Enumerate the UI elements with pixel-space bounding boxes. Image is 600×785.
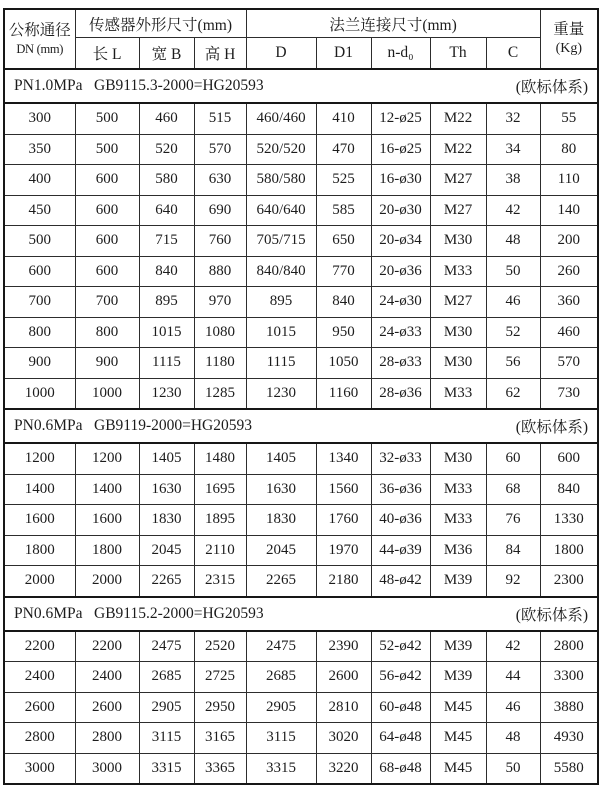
table-cell: 1340 — [316, 443, 371, 474]
table-cell: 1760 — [316, 505, 371, 536]
table-cell: 12-ø25 — [371, 103, 430, 134]
table-cell: 2180 — [316, 566, 371, 597]
table-cell: 1630 — [246, 474, 316, 505]
table-body — [4, 69, 598, 784]
table-cell: 2390 — [316, 631, 371, 662]
dimension-spec-table — [3, 8, 599, 785]
col-header-n-d0: n-d₀ — [371, 38, 430, 70]
table-cell: 60-ø48 — [371, 692, 430, 723]
table-cell: 970 — [194, 287, 246, 318]
table-cell: 3365 — [194, 753, 246, 784]
table-cell: 2950 — [194, 692, 246, 723]
weight-unit-label: (Kg) — [555, 40, 582, 56]
table-cell: 1115 — [139, 348, 194, 379]
table-cell: 2000 — [4, 566, 75, 597]
table-cell: 580 — [139, 165, 194, 196]
section-pressure-rating: PN1.0MPa — [14, 77, 83, 94]
table-cell: 880 — [194, 256, 246, 287]
table-row — [4, 103, 598, 134]
table-cell: 140 — [540, 195, 598, 226]
table-cell: 1895 — [194, 505, 246, 536]
section-standard: GB9119-2000=HG20593 — [94, 417, 252, 434]
table-cell: 48-ø42 — [371, 566, 430, 597]
table-cell: 360 — [540, 287, 598, 318]
table-cell: 68-ø48 — [371, 753, 430, 784]
table-cell: M27 — [430, 195, 486, 226]
table-cell: 50 — [486, 753, 540, 784]
table-cell: 570 — [194, 134, 246, 165]
table-cell: 5580 — [540, 753, 598, 784]
table-cell: M45 — [430, 723, 486, 754]
col-header-d1: D1 — [316, 38, 371, 70]
table-cell: 570 — [540, 348, 598, 379]
table-cell: 2475 — [246, 631, 316, 662]
table-cell: 2800 — [540, 631, 598, 662]
col-header-d: D — [246, 38, 316, 70]
header-row-subcolumns — [4, 38, 598, 70]
table-cell: 600 — [75, 195, 139, 226]
table-cell: 2110 — [194, 535, 246, 566]
table-cell: 1800 — [540, 535, 598, 566]
col-header-nominal-diameter — [4, 9, 75, 69]
table-cell: 3000 — [75, 753, 139, 784]
table-cell: M22 — [430, 134, 486, 165]
table-cell: 1405 — [139, 443, 194, 474]
table-cell: 2810 — [316, 692, 371, 723]
table-cell: 700 — [75, 287, 139, 318]
table-cell: 460 — [139, 103, 194, 134]
table-cell: 1480 — [194, 443, 246, 474]
table-cell: 2905 — [246, 692, 316, 723]
table-cell: 64-ø48 — [371, 723, 430, 754]
table-cell: 900 — [75, 348, 139, 379]
section-header-content — [5, 75, 597, 97]
table-cell: 68 — [486, 474, 540, 505]
table-cell: 600 — [75, 226, 139, 257]
table-cell: 690 — [194, 195, 246, 226]
section-header-cell — [4, 597, 598, 631]
table-cell: 1230 — [139, 378, 194, 409]
table-cell: 3020 — [316, 723, 371, 754]
table-cell: M30 — [430, 443, 486, 474]
table-cell: 1560 — [316, 474, 371, 505]
table-cell: 200 — [540, 226, 598, 257]
table-cell: M33 — [430, 474, 486, 505]
table-cell: 2800 — [4, 723, 75, 754]
table-cell: 840 — [316, 287, 371, 318]
table-cell: 950 — [316, 317, 371, 348]
table-cell: 3115 — [246, 723, 316, 754]
table-cell: 56-ø42 — [371, 662, 430, 693]
table-header — [4, 9, 598, 69]
table-cell: 40-ø36 — [371, 505, 430, 536]
table-cell: 260 — [540, 256, 598, 287]
table-cell: 1800 — [4, 535, 75, 566]
table-cell: 2685 — [246, 662, 316, 693]
table-cell: 2520 — [194, 631, 246, 662]
section-header-row — [4, 69, 598, 103]
table-cell: 520 — [139, 134, 194, 165]
table-cell: 52-ø42 — [371, 631, 430, 662]
table-cell: 48 — [486, 723, 540, 754]
table-cell: 3300 — [540, 662, 598, 693]
table-cell: 2000 — [75, 566, 139, 597]
table-cell: 2045 — [139, 535, 194, 566]
table-cell: M30 — [430, 348, 486, 379]
table-cell: 2265 — [246, 566, 316, 597]
table-cell: 34 — [486, 134, 540, 165]
table-cell: 3315 — [246, 753, 316, 784]
table-cell: 520/520 — [246, 134, 316, 165]
table-row — [4, 535, 598, 566]
section-header-content — [5, 415, 597, 437]
table-cell: 800 — [4, 317, 75, 348]
table-cell: M36 — [430, 535, 486, 566]
table-cell: 770 — [316, 256, 371, 287]
table-cell: 2400 — [4, 662, 75, 693]
table-cell: 1285 — [194, 378, 246, 409]
table-cell: 1050 — [316, 348, 371, 379]
table-cell: M27 — [430, 287, 486, 318]
dn-mm-label: DN (mm) — [16, 41, 64, 56]
table-cell: 500 — [4, 226, 75, 257]
table-row — [4, 443, 598, 474]
table-cell: 715 — [139, 226, 194, 257]
col-header-c: C — [486, 38, 540, 70]
table-row — [4, 317, 598, 348]
table-cell: 2200 — [4, 631, 75, 662]
table-cell: M39 — [430, 662, 486, 693]
table-cell: 76 — [486, 505, 540, 536]
table-cell: 2600 — [75, 692, 139, 723]
table-cell: 2400 — [75, 662, 139, 693]
table-cell: 46 — [486, 287, 540, 318]
table-row — [4, 134, 598, 165]
table-cell: 1015 — [139, 317, 194, 348]
table-cell: M33 — [430, 505, 486, 536]
table-cell: 460/460 — [246, 103, 316, 134]
table-cell: 2800 — [75, 723, 139, 754]
table-cell: 1830 — [139, 505, 194, 536]
table-cell: 500 — [75, 103, 139, 134]
col-header-length-l: 长 L — [75, 38, 139, 70]
table-row — [4, 662, 598, 693]
table-cell: 1970 — [316, 535, 371, 566]
table-cell: 1180 — [194, 348, 246, 379]
table-cell: 600 — [4, 256, 75, 287]
table-cell: 705/715 — [246, 226, 316, 257]
table-cell: 60 — [486, 443, 540, 474]
table-cell: 2300 — [540, 566, 598, 597]
table-cell: 84 — [486, 535, 540, 566]
table-cell: 16-ø25 — [371, 134, 430, 165]
table-cell: 525 — [316, 165, 371, 196]
table-cell: 24-ø30 — [371, 287, 430, 318]
table-cell: 3880 — [540, 692, 598, 723]
table-cell: 400 — [4, 165, 75, 196]
table-cell: 450 — [4, 195, 75, 226]
table-cell: 3165 — [194, 723, 246, 754]
table-cell: 1600 — [4, 505, 75, 536]
table-cell: 580/580 — [246, 165, 316, 196]
table-cell: 3220 — [316, 753, 371, 784]
table-cell: 36-ø36 — [371, 474, 430, 505]
table-cell: 700 — [4, 287, 75, 318]
section-header-row — [4, 409, 598, 443]
table-cell: 38 — [486, 165, 540, 196]
col-header-height-h: 高 H — [194, 38, 246, 70]
table-row — [4, 195, 598, 226]
table-cell: 730 — [540, 378, 598, 409]
table-cell: 32 — [486, 103, 540, 134]
table-cell: 1800 — [75, 535, 139, 566]
table-row — [4, 378, 598, 409]
table-cell: 350 — [4, 134, 75, 165]
table-cell: 470 — [316, 134, 371, 165]
table-cell: 1600 — [75, 505, 139, 536]
table-cell: 2600 — [4, 692, 75, 723]
table-cell: 840 — [139, 256, 194, 287]
table-row — [4, 165, 598, 196]
table-row — [4, 631, 598, 662]
table-cell: 650 — [316, 226, 371, 257]
table-cell: 640 — [139, 195, 194, 226]
table-cell: 1000 — [75, 378, 139, 409]
table-cell: 600 — [75, 165, 139, 196]
table-cell: 20-ø30 — [371, 195, 430, 226]
table-cell: 1200 — [4, 443, 75, 474]
table-cell: 55 — [540, 103, 598, 134]
table-cell: 1115 — [246, 348, 316, 379]
table-cell: 2315 — [194, 566, 246, 597]
table-cell: 20-ø34 — [371, 226, 430, 257]
table-cell: 56 — [486, 348, 540, 379]
table-cell: 515 — [194, 103, 246, 134]
table-row — [4, 256, 598, 287]
table-row — [4, 692, 598, 723]
section-note: (欧标体系) — [515, 606, 589, 624]
table-cell: 42 — [486, 195, 540, 226]
table-cell: 630 — [194, 165, 246, 196]
table-cell: 1400 — [4, 474, 75, 505]
table-cell: 900 — [4, 348, 75, 379]
table-cell: 1830 — [246, 505, 316, 536]
table-cell: M33 — [430, 256, 486, 287]
table-row — [4, 226, 598, 257]
nominal-diameter-label: 公称通径 — [8, 22, 71, 40]
table-cell: 760 — [194, 226, 246, 257]
table-row — [4, 505, 598, 536]
col-group-flange-dimensions: 法兰连接尺寸(mm) — [246, 9, 540, 38]
table-cell: M39 — [430, 631, 486, 662]
table-cell: 24-ø33 — [371, 317, 430, 348]
table-cell: 4930 — [540, 723, 598, 754]
table-cell: 2200 — [75, 631, 139, 662]
table-cell: 1630 — [139, 474, 194, 505]
table-cell: 92 — [486, 566, 540, 597]
table-row — [4, 287, 598, 318]
table-cell: M39 — [430, 566, 486, 597]
table-cell: 2265 — [139, 566, 194, 597]
table-cell: 42 — [486, 631, 540, 662]
table-cell: 1230 — [246, 378, 316, 409]
table-cell: 840/840 — [246, 256, 316, 287]
table-cell: 44-ø39 — [371, 535, 430, 566]
table-cell: 840 — [540, 474, 598, 505]
section-header-content — [5, 603, 597, 625]
table-row — [4, 474, 598, 505]
table-row — [4, 566, 598, 597]
table-cell: 1330 — [540, 505, 598, 536]
table-cell: 2685 — [139, 662, 194, 693]
table-cell: 3315 — [139, 753, 194, 784]
table-cell: 410 — [316, 103, 371, 134]
table-cell: M45 — [430, 753, 486, 784]
table-cell: 500 — [75, 134, 139, 165]
table-cell: 3000 — [4, 753, 75, 784]
section-note: (欧标体系) — [515, 419, 589, 436]
table-cell: 1160 — [316, 378, 371, 409]
col-header-width-b: 宽 B — [139, 38, 194, 70]
table-cell: 895 — [246, 287, 316, 318]
table-cell: 300 — [4, 103, 75, 134]
section-note: (欧标体系) — [515, 79, 589, 96]
section-header-row — [4, 597, 598, 631]
table-cell: 52 — [486, 317, 540, 348]
table-cell: 1080 — [194, 317, 246, 348]
table-cell: 2600 — [316, 662, 371, 693]
table-cell: M33 — [430, 378, 486, 409]
table-row — [4, 348, 598, 379]
table-cell: M27 — [430, 165, 486, 196]
table-cell: 800 — [75, 317, 139, 348]
table-cell: 600 — [75, 256, 139, 287]
table-cell: 640/640 — [246, 195, 316, 226]
table-cell: 20-ø36 — [371, 256, 430, 287]
section-standard: GB9115.3-2000=HG20593 — [94, 77, 264, 94]
section-header-cell — [4, 409, 598, 443]
table-cell: 895 — [139, 287, 194, 318]
table-cell: 460 — [540, 317, 598, 348]
table-cell: 2725 — [194, 662, 246, 693]
table-cell: 2475 — [139, 631, 194, 662]
table-cell: M22 — [430, 103, 486, 134]
table-cell: 600 — [540, 443, 598, 474]
weight-label: 重量 — [553, 21, 585, 39]
table-cell: 1200 — [75, 443, 139, 474]
section-standard: GB9115.2-2000=HG20593 — [94, 604, 264, 622]
table-cell: M30 — [430, 317, 486, 348]
table-cell: 62 — [486, 378, 540, 409]
table-cell: 1000 — [4, 378, 75, 409]
table-cell: M45 — [430, 692, 486, 723]
table-cell: 80 — [540, 134, 598, 165]
table-cell: 2905 — [139, 692, 194, 723]
section-header-cell — [4, 69, 598, 103]
table-cell: 50 — [486, 256, 540, 287]
table-cell: 1695 — [194, 474, 246, 505]
table-row — [4, 723, 598, 754]
table-cell: M30 — [430, 226, 486, 257]
table-cell: 46 — [486, 692, 540, 723]
section-pressure-rating: PN0.6MPa — [14, 417, 83, 434]
table-cell: 28-ø36 — [371, 378, 430, 409]
table-cell: 32-ø33 — [371, 443, 430, 474]
table-cell: 3115 — [139, 723, 194, 754]
table-cell: 48 — [486, 226, 540, 257]
table-cell: 585 — [316, 195, 371, 226]
col-header-th: Th — [430, 38, 486, 70]
header-row-groups — [4, 9, 598, 38]
col-header-weight — [540, 9, 598, 69]
table-cell: 2045 — [246, 535, 316, 566]
table-cell: 28-ø33 — [371, 348, 430, 379]
table-cell: 1405 — [246, 443, 316, 474]
table-cell: 16-ø30 — [371, 165, 430, 196]
section-pressure-rating: PN0.6MPa — [14, 604, 83, 622]
table-cell: 44 — [486, 662, 540, 693]
col-group-sensor-dimensions: 传感器外形尺寸(mm) — [75, 9, 246, 38]
table-row — [4, 753, 598, 784]
table-cell: 110 — [540, 165, 598, 196]
table-cell: 1400 — [75, 474, 139, 505]
table-cell: 1015 — [246, 317, 316, 348]
